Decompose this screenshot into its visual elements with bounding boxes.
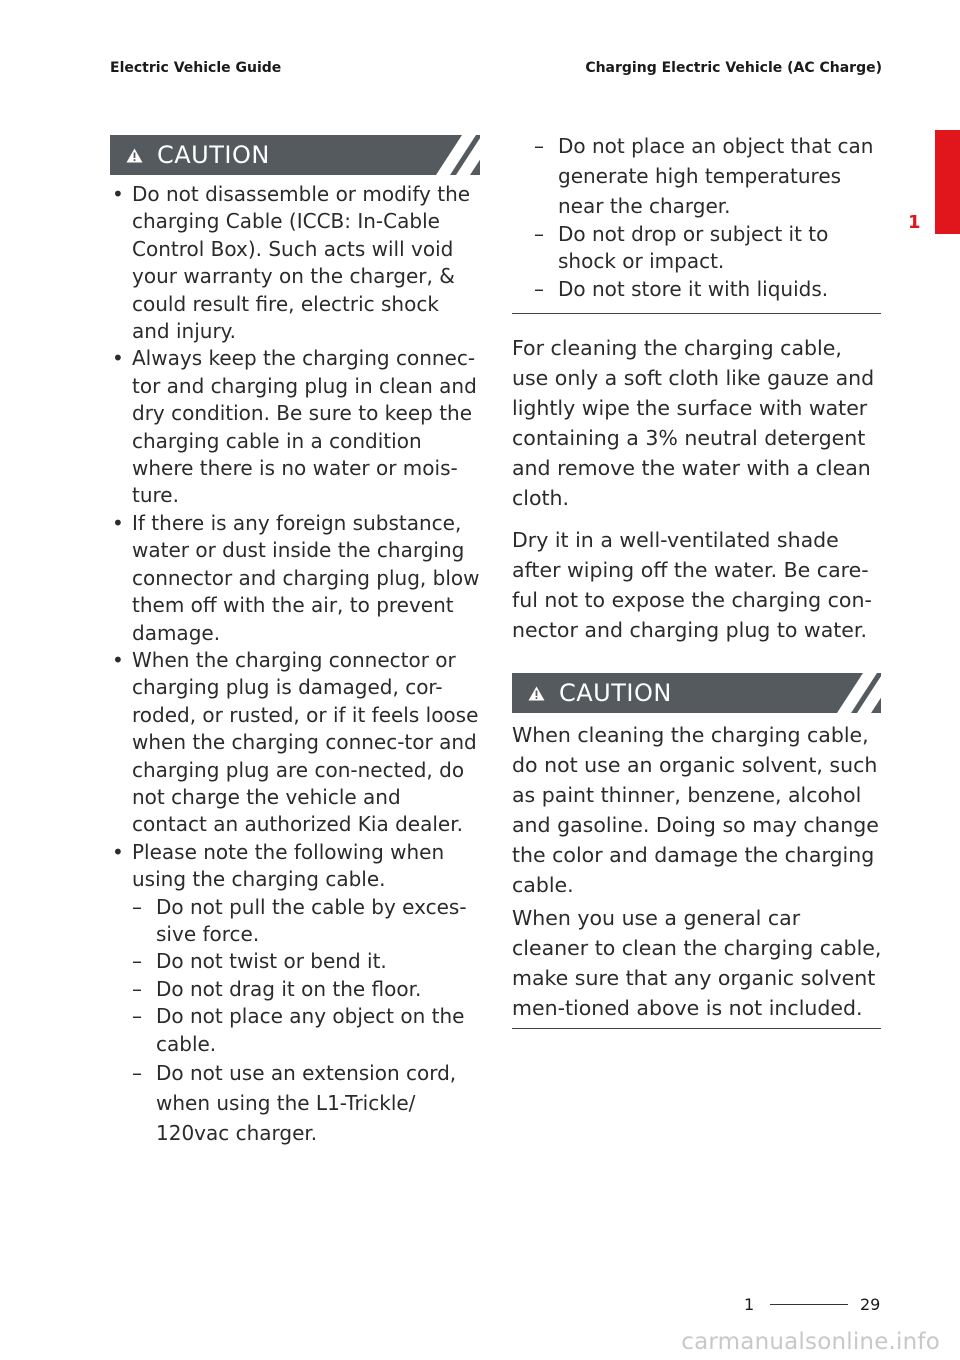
header-guide-title: Electric Vehicle Guide: [110, 60, 282, 76]
caution-dash-item: – Do not drag it on the floor.: [132, 976, 480, 1003]
section-tab: [935, 130, 960, 234]
caution-bullet: • Do not disassemble or modify the charging Cable (ICCB: In-Cable Control Box). Such acts will void your warranty on the charger, & could result fire, electric shock and injury.: [110, 181, 480, 345]
caution-bullet: • When the charging connector or charging plug is damaged, cor-roded, or rusted, or if it feels loose when the charging connec-tor and charging plug are con-nected, do not charge the vehicle and contact an authorized Kia dealer.: [110, 647, 480, 839]
caution-banner-2: [512, 673, 881, 713]
warning-icon: [126, 148, 143, 163]
caution-banner-1: [110, 135, 480, 175]
caution-dash-item: – Do not store it with liquids.: [534, 276, 880, 303]
footer-section-number: 1: [744, 1295, 755, 1314]
body-paragraph: Dry it in a well-ventilated shade after wiping off the water. Be care-ful not to expose the charging con-nector and charging plug to water.: [512, 528, 872, 642]
caution-bullet: • Please note the following when using the charging cable.: [110, 839, 480, 894]
caution-dash-item: – Do not place any object on the cable.: [132, 1003, 480, 1058]
body-paragraph: For cleaning the charging cable, use only a soft cloth like gauze and lightly wipe the surface with water containing a 3% neutral detergent and remove the water with a clean cloth.: [512, 336, 875, 510]
warning-icon: [528, 686, 545, 701]
caution-title: CAUTION: [157, 141, 270, 169]
caution-1-end-divider: [512, 313, 881, 314]
caution-bullet: • Always keep the charging connec-tor and charging plug in clean and dry condition. Be sure to keep the charging cable in a condition where there is no water or mois-ture.: [110, 345, 480, 509]
watermark: carmanualsonline.info: [681, 1329, 940, 1355]
caution-dash-item: – Do not place an object that can generate high temperatures near the charger.: [534, 131, 880, 221]
caution-dash-item: – Do not use an extension cord, when using the L1-Trickle/ 120vac charger.: [132, 1058, 480, 1148]
slash-decoration-icon: [430, 135, 480, 175]
caution-1-body-right: [534, 131, 880, 303]
footer-page-number: 29: [860, 1295, 881, 1314]
caution-paragraph: When you use a general car cleaner to clean the charging cable, make sure that any organic solvent men-tioned above is not included.: [512, 906, 882, 1020]
footer-divider: [770, 1304, 848, 1305]
caution-dash-item: – Do not twist or bend it.: [132, 948, 480, 975]
caution-2-end-divider: [512, 1028, 881, 1029]
cleaning-instructions: [512, 333, 882, 645]
caution-bullet: • If there is any foreign substance, water or dust inside the charging connector and charging plug, blow them off with the air, to prevent damage.: [110, 510, 480, 647]
caution-dash-item: – Do not drop or subject it to shock or impact.: [534, 221, 880, 276]
caution-2-body: [512, 720, 882, 1023]
section-tab-number: 1: [908, 212, 921, 233]
caution-paragraph: When cleaning the charging cable, do not use an organic solvent, such as paint thinner, benzene, alcohol and gasoline. Doing so may change the color and damage the charging cable.: [512, 723, 879, 897]
caution-1-body-left: [110, 181, 480, 1148]
caution-sublist-left: [110, 894, 480, 1148]
slash-decoration-icon: [831, 673, 881, 713]
caution-dash-item: – Do not pull the cable by exces-sive force.: [132, 894, 480, 949]
caution-title: CAUTION: [559, 679, 672, 707]
header-section-title: Charging Electric Vehicle (AC Charge): [585, 60, 882, 76]
